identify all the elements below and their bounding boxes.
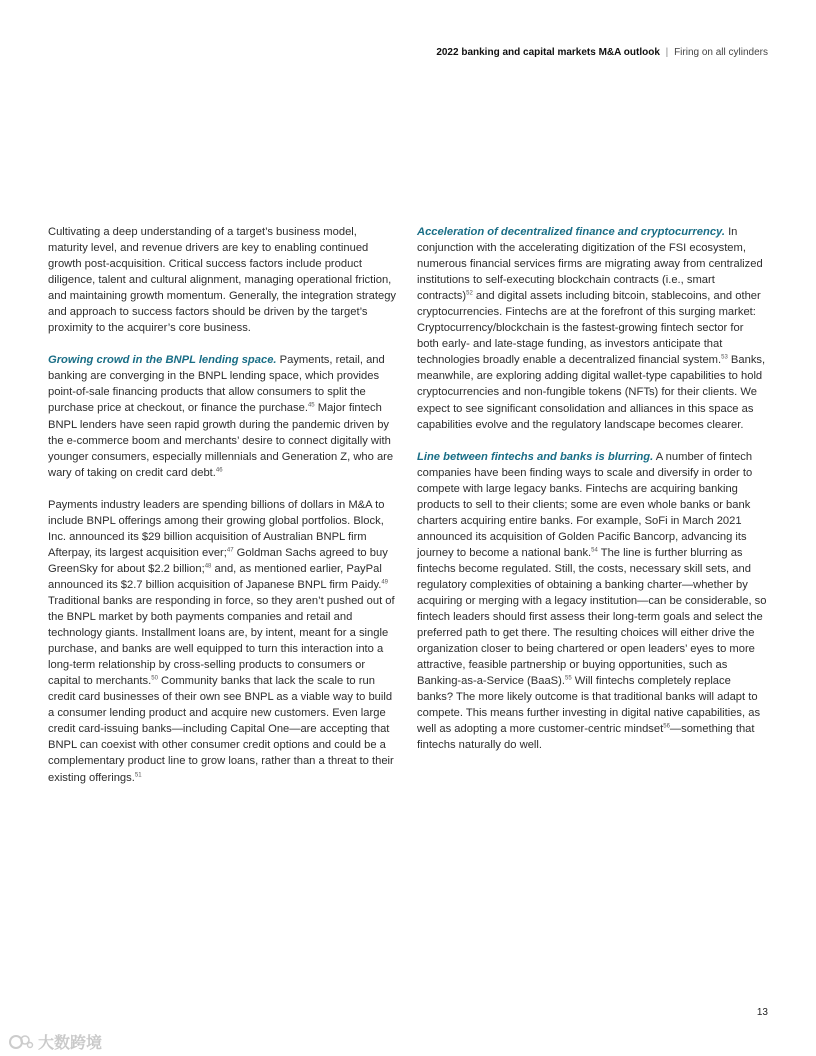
footnote-ref[interactable]: 55: [564, 675, 572, 682]
header-separator: |: [665, 47, 669, 58]
payments-text-1: Payments industry leaders are spending billions of dollars in M&A to include BNPL offerings among their growing global portfolios. Block, Inc. announced its $29 billion acquisition of Australian BNPL firm Afterpay, its largest acquisition ever;: [48, 498, 385, 559]
intro-paragraph: Cultivating a deep understanding of a target’s business model, maturity level, and revenue drivers are key to enabling continued growth post-acquisition. Critical success factors include product diligence, talent and cultural alignment, managing operational friction, and maintaining growth momentum. Generally, the integration strategy and approach to success factors should be driven by the target’s proximity to the acquirer’s core business.: [48, 226, 397, 335]
payments-paragraph: [48, 497, 398, 786]
footnote-ref[interactable]: 54: [591, 547, 598, 554]
report-title: 2022 banking and capital markets M&A outlook: [436, 47, 660, 58]
defi-paragraph: [417, 224, 767, 433]
bnpl-text-1: Payments, retail, and banking are converging in the BNPL lending space, which provides point-of-sale financing products that allow consumers to split the purchase price at checkout, or finance the purchase.: [48, 354, 385, 415]
report-subtitle: Firing on all cylinders: [674, 47, 768, 58]
footnote-ref[interactable]: 47: [226, 547, 234, 554]
watermark-logo-icon: [8, 1033, 34, 1051]
footnote-ref[interactable]: 46: [215, 466, 223, 473]
footnote-ref[interactable]: 52: [466, 290, 473, 297]
defi-heading: Acceleration of decentralized finance and cryptocurrency.: [417, 226, 725, 238]
footnote-ref[interactable]: 48: [204, 563, 212, 570]
fintech-text-4: —something that fintechs naturally do well.: [417, 723, 755, 752]
footnote-ref[interactable]: 49: [381, 579, 389, 586]
payments-text-5: Community banks that lack the scale to run credit card businesses of their own see BNPL as a viable way to build a consumer lending product and acquire new customers. Even large credit card-issuing banks—including Capital One—are accepting that BNPL can coexist with other consumer credit options and could be a complementary product line to grow loans, rather than a threat to their existing offerings.: [48, 675, 394, 784]
fintech-text-2: The line is further blurring as fintechs become regulated. Still, the costs, necessary skill sets, and regulatory complexities of obtaining a banking charter—whether by acquiring or merging with a legacy institution—can be considerable, so fintech leaders should first assess their long-term goals and select the preferred path to get there. The resulting choices will either drive the organization closer to being chartered or open leaders’ eyes to more attractive, feasible partnership or buying opportunities, such as Banking-as-a-Service (BaaS).: [417, 546, 767, 688]
defi-text-3: Banks, meanwhile, are exploring adding digital wallet-type capabilities to hold cryptocurrencies and non-fungible tokens (NFTs) for their clients. We expect to see significant consolidation and alliances in this space as capabilities evolve and the regulatory landscape becomes clearer.: [417, 354, 766, 431]
fintech-text-1: A number of fintech companies have been finding ways to scale and diversify in order to compete with large legacy banks. Fintechs are acquiring banking products to sell to their clients; some are even whole banks or bank charters acquiring entire banks. For example, SoFi in March 2021 announced its acquisition of Golden Pacific Bancorp, advancing its journey to become a national bank.: [417, 450, 753, 559]
left-column: [48, 224, 398, 802]
running-header: [436, 47, 768, 58]
footnote-ref[interactable]: 51: [134, 771, 142, 778]
bnpl-text-2: Major fintech BNPL lenders have seen rapid growth during the pandemic driven by the e-commerce boom and merchants’ desire to connect digitally with younger consumers, especially millennials and Generation Z, who are wary of taking on credit card debt.: [48, 402, 394, 479]
footnote-ref[interactable]: 45: [307, 402, 315, 409]
footnote-ref[interactable]: 53: [721, 354, 728, 361]
page-number: 13: [756, 1007, 768, 1018]
defi-text-2: and digital assets including bitcoin, stablecoins, and other cryptocurrencies. Fintechs are at the forefront of this surging market: Cryptocurrency/blockchain is the fastest-growing fintech sector for both early- and late-stage funding, as investors anticipate that technologies broadly enable a decentralized financial system.: [417, 290, 761, 367]
bnpl-paragraph: [48, 352, 398, 480]
fintech-paragraph: [417, 449, 767, 754]
watermark: [8, 1030, 102, 1053]
watermark-text: 大数跨境: [38, 1035, 103, 1052]
footnote-ref[interactable]: 50: [151, 675, 158, 682]
footnote-ref[interactable]: 56: [663, 723, 670, 730]
payments-text-3: and, as mentioned earlier, PayPal announced its $2.7 billion acquisition of Japanese BNPL firm Paidy.: [48, 562, 382, 591]
bnpl-heading: Growing crowd in the BNPL lending space.: [48, 354, 277, 367]
fintech-heading: Line between fintechs and banks is blurring.: [417, 450, 654, 463]
payments-text-4: Traditional banks are responding in force, so they aren’t pushed out of the BNPL market by both payments companies and retail and technology giants. Installment loans are, by intent, meant for a single purchase, and banks are well equipped to turn this interaction into a long-term relationship by cross-selling products to consumers or capital to merchants.: [48, 594, 395, 688]
right-column: [417, 224, 767, 770]
payments-text-2: Goldman Sachs agreed to buy GreenSky for about $2.2 billion;: [48, 546, 388, 575]
defi-text-1: In conjunction with the accelerating digitization of the FSI ecosystem, numerous financial services firms are migrating away from centralized institutions to self-executing blockchain contracts (i.e., smart contracts): [417, 226, 763, 303]
fintech-text-3: Will fintechs completely replace banks? The more likely outcome is that traditional banks will adapt to compete. This means further investing in digital native capabilities, as well as adopting a more customer-centric mindset: [417, 675, 761, 736]
